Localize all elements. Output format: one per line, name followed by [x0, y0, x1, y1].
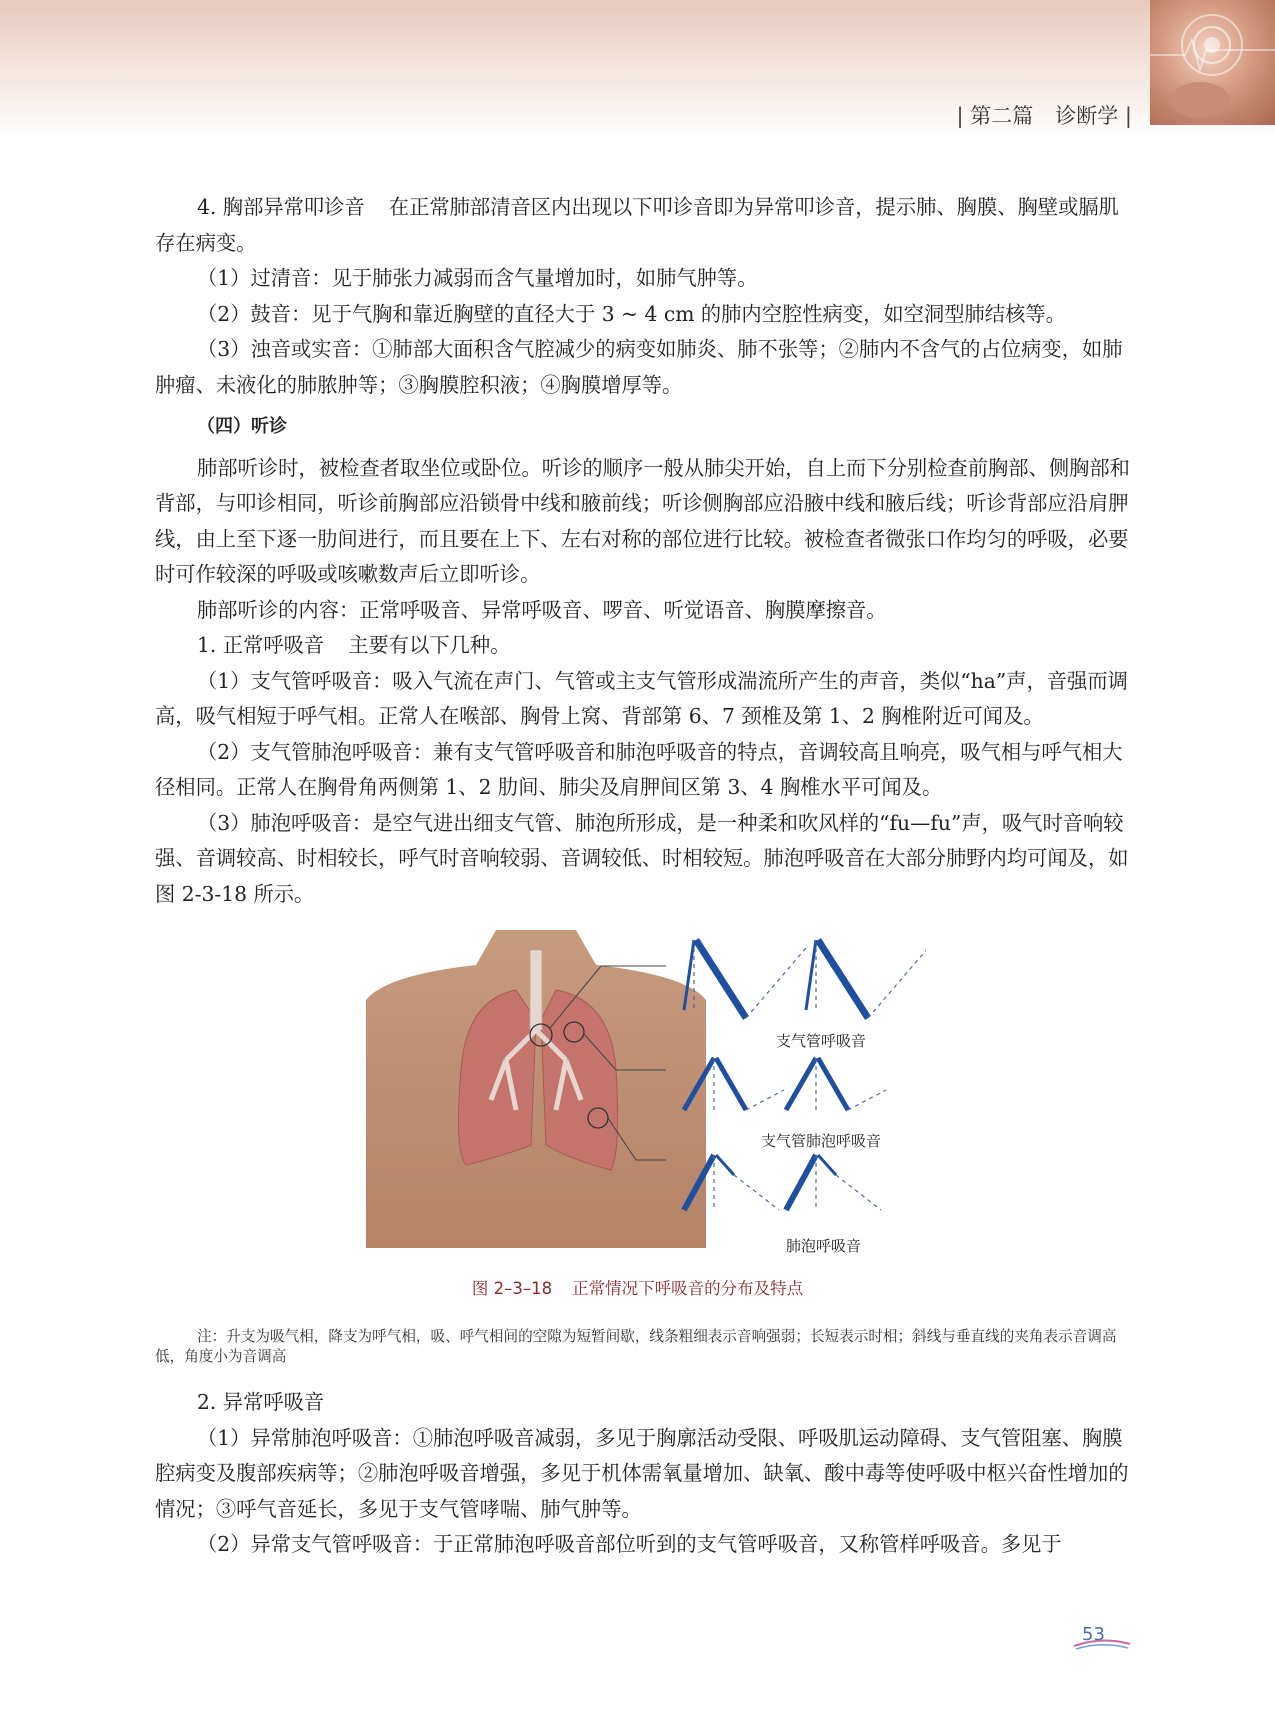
- paragraph: 肺部听诊时，被检查者取坐位或卧位。听诊的顺序一般从肺尖开始，自上而下分别检查前胸部、侧胸部和背部，与叩诊相同，听诊前胸部应沿锁骨中线和腋前线；听诊侧胸部应沿腋中线和腋后线；听诊背部应沿肩胛线，由上至下逐一肋间进行，而且要在上下、左右对称的部位进行比较。被检查者微张口作均匀的呼吸，必要时可作较深的呼吸或咳嗽数声后立即听诊。: [155, 455, 1130, 586]
- expiration-stroke: [818, 1155, 836, 1175]
- section-heading: （四）听诊: [197, 416, 287, 437]
- running-head: | 第二篇 诊断学 |: [956, 104, 1132, 128]
- pause-line: [848, 1090, 886, 1110]
- expiration-stroke: [818, 1058, 848, 1110]
- breath-sound-wave-diagrams: [366, 930, 926, 1260]
- paragraph: （3）肺泡呼吸音：是空气进出细支气管、肺泡所形成，是一种柔和吹风样的“fu—fu”声，吸气时音响较强、音调较高、时相较长，呼气时音响较弱、音调较低、时相较短。肺泡呼吸音在大部分肺野内均可闻及，如图 2-3-18 所示。: [155, 810, 1129, 906]
- running-head-subject: 诊断学: [1055, 104, 1119, 128]
- page-number: 53: [1082, 1624, 1105, 1645]
- paragraph: 肺部听诊的内容：正常呼吸音、异常呼吸音、啰音、听觉语音、胸膜摩擦音。: [197, 597, 887, 622]
- body-text-bottom: [155, 1385, 1130, 1563]
- pause-line: [868, 948, 926, 1018]
- inspiration-stroke: [684, 1058, 714, 1110]
- inspiration-stroke: [684, 940, 694, 1010]
- inspiration-stroke: [806, 940, 816, 1010]
- figure-note: 注：升支为吸气相，降支为呼气相，吸、呼气相间的空隙为短暂间歇，线条粗细表示音响强弱；长短表示时相；斜线与垂直线的夹角表示音调高低，角度小为音调高: [155, 1328, 1117, 1365]
- paragraph: （2）异常支气管呼吸音：于正常肺泡呼吸音部位听到的支气管呼吸音，又称管样呼吸音。多见于: [197, 1532, 1062, 1556]
- pause-line: [836, 1175, 881, 1210]
- pause-line: [734, 1175, 779, 1210]
- label-bronchovesicular: 支气管肺泡呼吸音: [761, 1132, 882, 1150]
- expiration-stroke: [696, 940, 746, 1018]
- expiration-stroke: [716, 1058, 746, 1110]
- expiration-stroke: [716, 1155, 734, 1175]
- inspiration-stroke: [684, 1155, 714, 1210]
- page-number-swoosh-icon: [1072, 1638, 1132, 1652]
- breath-sound-figure: [366, 930, 926, 1260]
- figure-title: 正常情况下呼吸音的分布及特点: [572, 1279, 804, 1298]
- figure-number: 图 2–3–18: [471, 1279, 553, 1298]
- inspiration-stroke: [786, 1058, 816, 1110]
- paragraph: （2）鼓音：见于气胸和靠近胸壁的直径大于 3 ~ 4 cm 的肺内空腔性病变，如空洞型肺结核等。: [197, 301, 1066, 326]
- running-head-part: 第二篇: [970, 104, 1034, 128]
- inspiration-stroke: [786, 1155, 816, 1210]
- expiration-stroke: [818, 940, 868, 1018]
- label-vesicular: 肺泡呼吸音: [786, 1237, 862, 1255]
- paragraph-text: 主要有以下几种。: [348, 633, 511, 657]
- paragraph: （2）支气管肺泡呼吸音：兼有支气管呼吸音和肺泡呼吸音的特点，音调较高且响亮，吸气相与呼气相大径相同。正常人在胸骨角两侧第 1、2 肋间、肺尖及肩胛间区第 3、4 胸椎水平可闻及。: [155, 739, 1123, 799]
- body-text-top: [155, 190, 1130, 912]
- paragraph: （1）异常肺泡呼吸音：①肺泡呼吸音减弱，多见于胸廓活动受限、呼吸肌运动障碍、支气管阻塞、胸膜腔病变及腹部疾病等；②肺泡呼吸音增强，多见于机体需氧量增加、缺氧、酸中毒等使呼吸中枢兴奋性增加的情况；③呼气音延长，多见于支气管哮喘、肺气肿等。: [155, 1425, 1129, 1521]
- paragraph: （1）过清音：见于肺张力减弱而含气量增加时，如肺气肿等。: [197, 266, 758, 290]
- figure-caption: [0, 1275, 1275, 1299]
- paragraph: [155, 190, 1130, 261]
- paragraph: （1）支气管呼吸音：吸入气流在声门、气管或主支气管形成湍流所产生的声音，类似“ha”声，音强而调高，吸气相短于呼气相。正常人在喉部、胸骨上窝、背部第 6、7 颈椎及第 1、2 胸椎附近可闻及。: [155, 668, 1128, 728]
- paragraph-text: 在正常肺部清音区内出现以下叩诊音即为异常叩诊音，提示肺、胸膜、胸壁或膈肌存在病变。: [155, 195, 1119, 255]
- paragraph: （3）浊音或实音：①肺部大面积含气腔减少的病变如肺炎、肺不张等；②肺内不含气的占位病变，如肺肿瘤、未液化的肺脓肿等；③胸膜腔积液；④胸膜增厚等。: [155, 337, 1123, 397]
- paragraph: [155, 628, 1130, 664]
- corner-decoration-stethoscope-image: [1150, 0, 1275, 125]
- item-number: 1. 正常呼吸音: [197, 633, 325, 657]
- paragraph: 2. 异常呼吸音: [197, 1390, 325, 1414]
- pause-line: [746, 1090, 784, 1110]
- label-bronchial: 支气管呼吸音: [776, 1032, 867, 1050]
- item-number: 4. 胸部异常叩诊音: [197, 195, 365, 219]
- pause-line: [746, 948, 806, 1018]
